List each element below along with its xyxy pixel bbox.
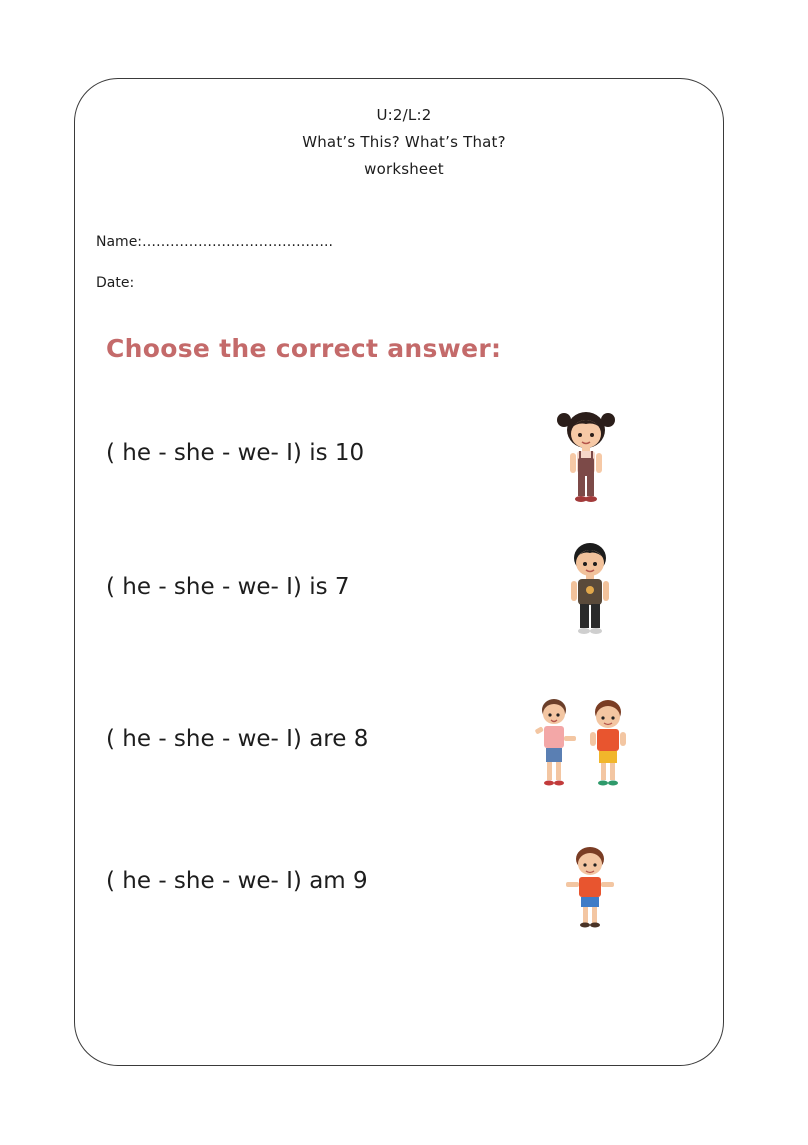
question-3: ( he - she - we- I) are 8 xyxy=(106,726,369,752)
page-title: What’s This? What’s That? xyxy=(302,133,506,151)
boy-illustration xyxy=(560,538,620,638)
boy-illustration xyxy=(560,844,620,930)
page-subtitle: worksheet xyxy=(364,160,444,178)
instruction-heading: Choose the correct answer: xyxy=(106,334,502,363)
name-field[interactable]: Name:………………………………….. xyxy=(96,234,333,250)
two-boys-illustration xyxy=(528,696,632,788)
question-2: ( he - she - we- I) is 7 xyxy=(106,574,350,600)
girl-illustration xyxy=(554,406,618,506)
unit-code: U:2/L:2 xyxy=(376,106,432,124)
question-4: ( he - she - we- I) am 9 xyxy=(106,868,368,894)
date-field[interactable]: Date: xyxy=(96,275,135,291)
question-1: ( he - she - we- I) is 10 xyxy=(106,440,365,466)
worksheet-frame xyxy=(74,78,724,1066)
